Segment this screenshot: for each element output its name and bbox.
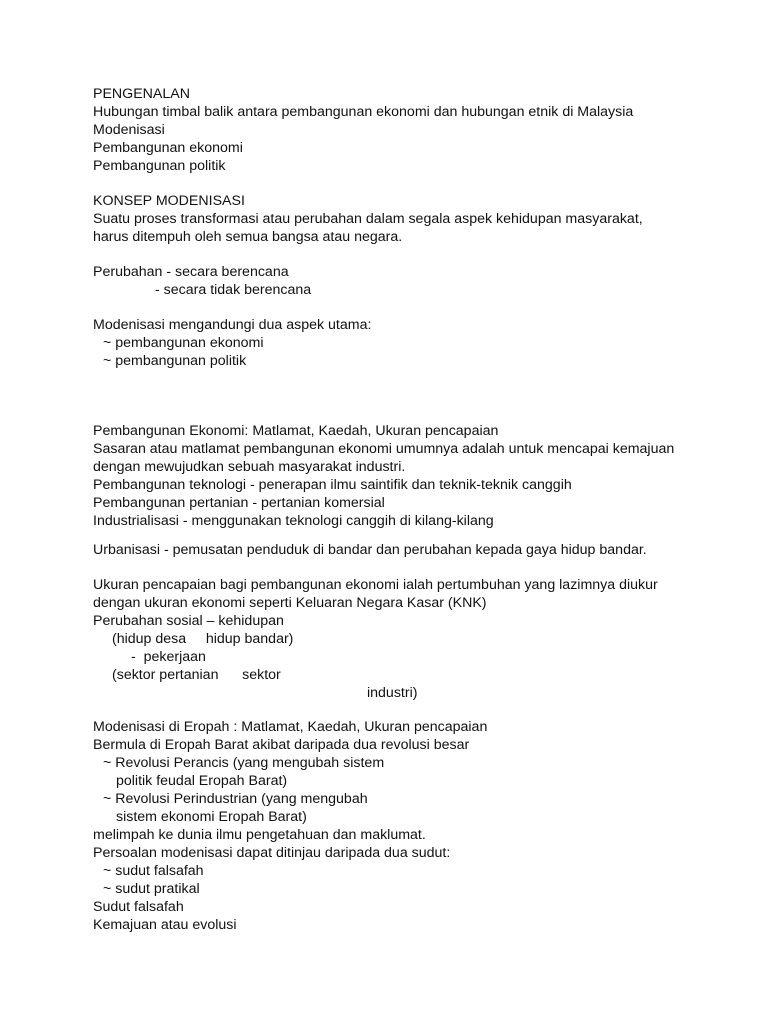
sosial-sektor: (sektor pertanian sektor — [112, 667, 281, 683]
revolusi-perancis-line: ~ Revolusi Perancis (yang mengubah sistem — [103, 755, 385, 771]
pengenalan-line: Hubungan timbal balik antara pembangunan ekonomi dan hubungan etnik di Malaysia — [93, 104, 634, 120]
sudut-item: ~ sudut pratikal — [103, 881, 200, 897]
aspek-item: ~ pembangunan ekonomi — [103, 335, 264, 351]
ekonomi-line: Industrialisasi - menggunakan teknologi canggih di kilang-kilang — [93, 513, 494, 529]
heading-pembangunan-ekonomi: Pembangunan Ekonomi: Matlamat, Kaedah, Ukuran pencapaian — [93, 423, 499, 439]
eropah-intro: Bermula di Eropah Barat akibat daripada dua revolusi besar — [93, 737, 470, 753]
pengenalan-line: Pembangunan ekonomi — [93, 140, 243, 156]
revolusi-perancis-line: politik feudal Eropah Barat) — [116, 773, 288, 789]
ekonomi-line: Sasaran atau matlamat pembangunan ekonomi umumnya adalah untuk mencapai kemajuan — [93, 441, 675, 457]
revolusi-industri-line: ~ Revolusi Perindustrian (yang mengubah — [103, 791, 368, 807]
heading-konsep-modenisasi: KONSEP MODENISASI — [93, 193, 245, 209]
eropah-line: melimpah ke dunia ilmu pengetahuan dan maklumat. — [93, 827, 426, 843]
sosial-pekerjaan: - pekerjaan — [131, 649, 206, 665]
eropah-closing-line: Kemajuan atau evolusi — [93, 917, 237, 933]
konsep-definition-line: Suatu proses transformasi atau perubahan dalam segala aspek kehidupan masyarakat, — [93, 211, 643, 227]
sosial-hidup: (hidup desa hidup bandar) — [112, 631, 294, 647]
perubahan-berencana: Perubahan - secara berencana — [93, 264, 289, 280]
ukuran-line: dengan ukuran ekonomi seperti Keluaran Negara Kasar (KNK) — [93, 595, 487, 611]
urbanisasi-line: Urbanisasi - pemusatan penduduk di bandar dan perubahan kepada gaya hidup bandar. — [93, 542, 647, 558]
ukuran-line: Perubahan sosial – kehidupan — [93, 613, 284, 629]
sosial-industri: industri) — [367, 685, 418, 701]
pengenalan-line: Modenisasi — [93, 122, 165, 138]
aspek-item: ~ pembangunan politik — [103, 353, 247, 369]
eropah-closing-line: Sudut falsafah — [93, 899, 184, 915]
eropah-line: Persoalan modenisasi dapat ditinjau daripada dua sudut: — [93, 845, 451, 861]
heading-pengenalan: PENGENALAN — [93, 86, 190, 102]
revolusi-industri-line: sistem ekonomi Eropah Barat) — [116, 809, 307, 825]
perubahan-tidak-berencana: - secara tidak berencana — [155, 282, 312, 298]
ekonomi-line: dengan mewujudkan sebuah masyarakat industri. — [93, 459, 406, 475]
aspek-intro: Modenisasi mengandungi dua aspek utama: — [93, 317, 372, 333]
sudut-item: ~ sudut falsafah — [103, 863, 204, 879]
heading-modenisasi-eropah: Modenisasi di Eropah : Matlamat, Kaedah, Ukuran pencapaian — [93, 719, 488, 735]
pengenalan-line: Pembangunan politik — [93, 158, 226, 174]
ekonomi-line: Pembangunan pertanian - pertanian komersial — [93, 495, 385, 511]
konsep-definition-line: harus ditempuh oleh semua bangsa atau negara. — [93, 229, 403, 245]
ekonomi-line: Pembangunan teknologi - penerapan ilmu saintifik dan teknik-teknik canggih — [93, 477, 572, 493]
ukuran-line: Ukuran pencapaian bagi pembangunan ekonomi ialah pertumbuhan yang lazimnya diukur — [93, 577, 658, 593]
